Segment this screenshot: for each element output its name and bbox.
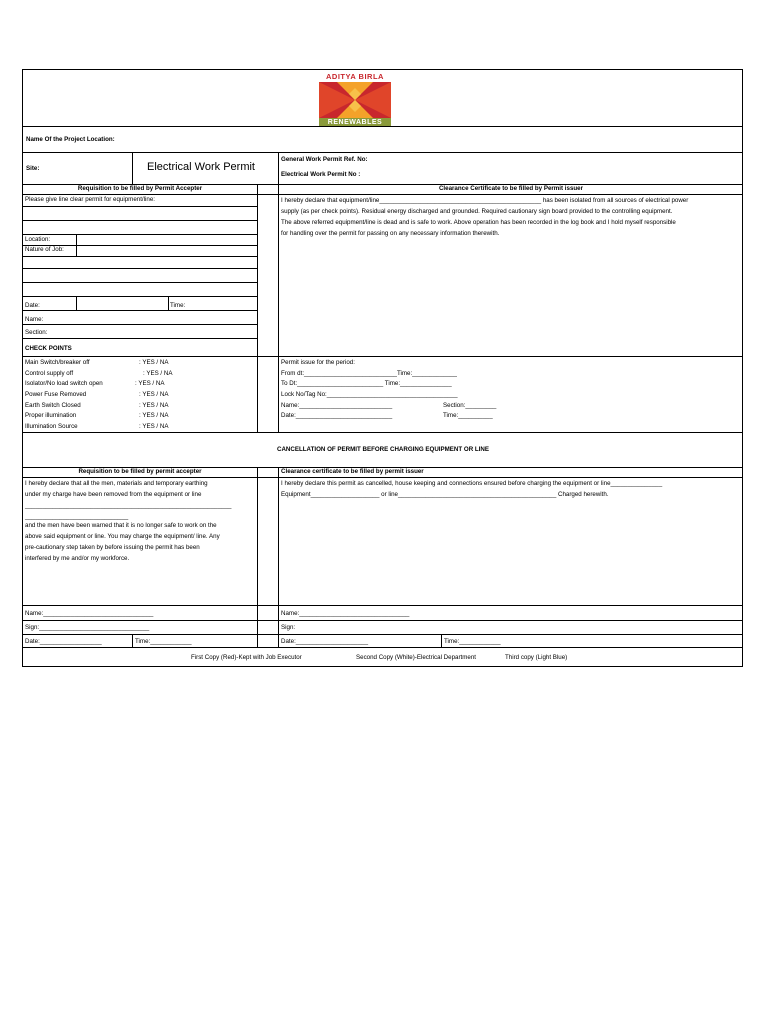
- clearance-text-line3: The above referred equipment/line is dead and is safe to work. Above operation has been recorded in the log book and I hold myself responsible: [281, 219, 676, 226]
- left-name-field: Name:________________________________: [25, 610, 154, 617]
- form-title: Electrical Work Permit: [147, 161, 255, 173]
- section-label: Section:: [25, 329, 48, 336]
- check-point-label: Control supply off: [25, 370, 74, 377]
- electrical-work-permit-form: [22, 69, 743, 667]
- left-time-field: Time:____________: [135, 638, 192, 645]
- permit-lock-tag: Lock No/Tag No:______________________________________: [281, 391, 458, 398]
- check-point-value: : YES / NA: [139, 359, 169, 366]
- requisition-header: Requisition to be filled by Permit Accepter: [77, 185, 203, 192]
- left-sign-field: Sign:________________________________: [25, 624, 150, 631]
- location-label: Location:: [25, 236, 51, 243]
- check-point-label: Isolator/No load switch open: [25, 380, 103, 387]
- clearance-text-line4: for handling over the permit for passing on any necessary information therewith.: [281, 230, 500, 237]
- site-label: Site:: [26, 165, 40, 172]
- clearance-header: Clearance Certificate to be filled by Permit issuer: [438, 185, 584, 192]
- cancel-req-text-line: and the men have been warned that it is no longer safe to work on the: [25, 522, 217, 529]
- footer-copy-first: First Copy (Red)-Kept with Job Executor: [191, 654, 302, 661]
- permit-date: Date:____________________________: [281, 412, 393, 419]
- cancel-clear-text-line: Equipment____________________ or line______________________________________________ Charged herewith.: [281, 491, 609, 498]
- clearance-text-line2: supply (as per check points). Residual energy discharged and grounded. Required cautionary sign board provided to the controlling equipment.: [281, 208, 673, 215]
- check-point-label: Earth Switch Closed: [25, 402, 81, 409]
- nature-of-job-label: Nature of Job:: [25, 246, 64, 253]
- permit-section: Section:_________: [443, 402, 497, 409]
- right-date-field: Date:_____________________: [281, 638, 369, 645]
- check-point-label: Illumination Source: [25, 423, 78, 430]
- permit-to: To Dt:_________________________ Time:_______________: [281, 380, 452, 387]
- check-point-value: : YES / NA: [135, 380, 165, 387]
- footer-copy-third: Third copy (Light Blue): [505, 654, 568, 661]
- check-point-label: Power Fuse Removed: [25, 391, 87, 398]
- cancel-req-text-line: pre-cautionary step taken by before issuing the permit has been: [25, 544, 200, 551]
- right-sign-field: Sign:: [281, 624, 296, 631]
- footer-copy-second: Second Copy (White)-Electrical Department: [356, 654, 477, 661]
- cancel-req-text-line: I hereby declare that all the men, materials and temporary earthing: [25, 480, 208, 487]
- cancel-req-text-line: above said equipment or line. You may charge the equipment/ line. Any: [25, 533, 220, 540]
- right-time-field: Time:____________: [444, 638, 501, 645]
- cancel-req-text-line: interfered by me and/or my workforce.: [25, 555, 130, 562]
- check-point-label: Proper illumination: [25, 412, 77, 419]
- cancel-req-text-line: ______________________________: [25, 513, 129, 520]
- cancellation-header: CANCELLATION OF PERMIT BEFORE CHARGING EQUIPMENT OR LINE: [277, 446, 489, 453]
- permit-time: Time:__________: [443, 412, 493, 419]
- permit-period-title: Permit issue for the period:: [281, 359, 355, 366]
- logo-sub-text: RENEWABLES: [327, 119, 383, 126]
- cancel-req-text-line: under my charge have been removed from the equipment or line: [25, 491, 202, 498]
- general-permit-ref-label: General Work Permit Ref. No:: [281, 156, 368, 163]
- company-logo: [319, 72, 391, 126]
- cancel-req-text-line: ____________________________________________________________: [25, 502, 232, 509]
- logo-mark-icon: [319, 82, 391, 118]
- check-point-value: : YES / NA: [139, 423, 169, 430]
- permit-name: Name:___________________________: [281, 402, 393, 409]
- date-label: Date:: [25, 302, 40, 309]
- line-clear-label: Please give line clear permit for equipment/line:: [25, 196, 156, 203]
- electrical-permit-no-label: Electrical Work Permit No :: [281, 171, 361, 178]
- check-point-value: : YES / NA: [139, 391, 169, 398]
- permit-from: From dt:___________________________Time:_____________: [281, 370, 457, 377]
- check-point-value: : YES / NA: [143, 370, 173, 377]
- cancel-clearance-header: Clearance certificate to be filled by permit issuer: [281, 468, 424, 475]
- logo-brand-text: ADITYA BIRLA: [326, 72, 384, 81]
- cancel-requisition-header: Requisition to be filled by permit accepter: [78, 468, 202, 475]
- check-point-label: Main Switch/breaker off: [25, 359, 90, 366]
- clearance-text-line1: I hereby declare that equipment/line_______________________________________________ has been isolated from all sources of electrical power: [281, 197, 689, 204]
- time-label: Time:: [170, 302, 186, 309]
- project-location-label: Name Of the Project Location:: [26, 136, 115, 143]
- name-label: Name:: [25, 316, 44, 323]
- left-date-field: Date:__________________: [25, 638, 102, 645]
- check-point-value: : YES / NA: [139, 402, 169, 409]
- check-point-value: : YES / NA: [139, 412, 169, 419]
- right-name-field: Name:________________________________: [281, 610, 410, 617]
- check-points-label: CHECK POINTS: [25, 345, 72, 352]
- cancel-clear-text-line: I hereby declare this permit as cancelled, house keeping and connections ensured before charging the equipment or line_______________: [281, 480, 663, 487]
